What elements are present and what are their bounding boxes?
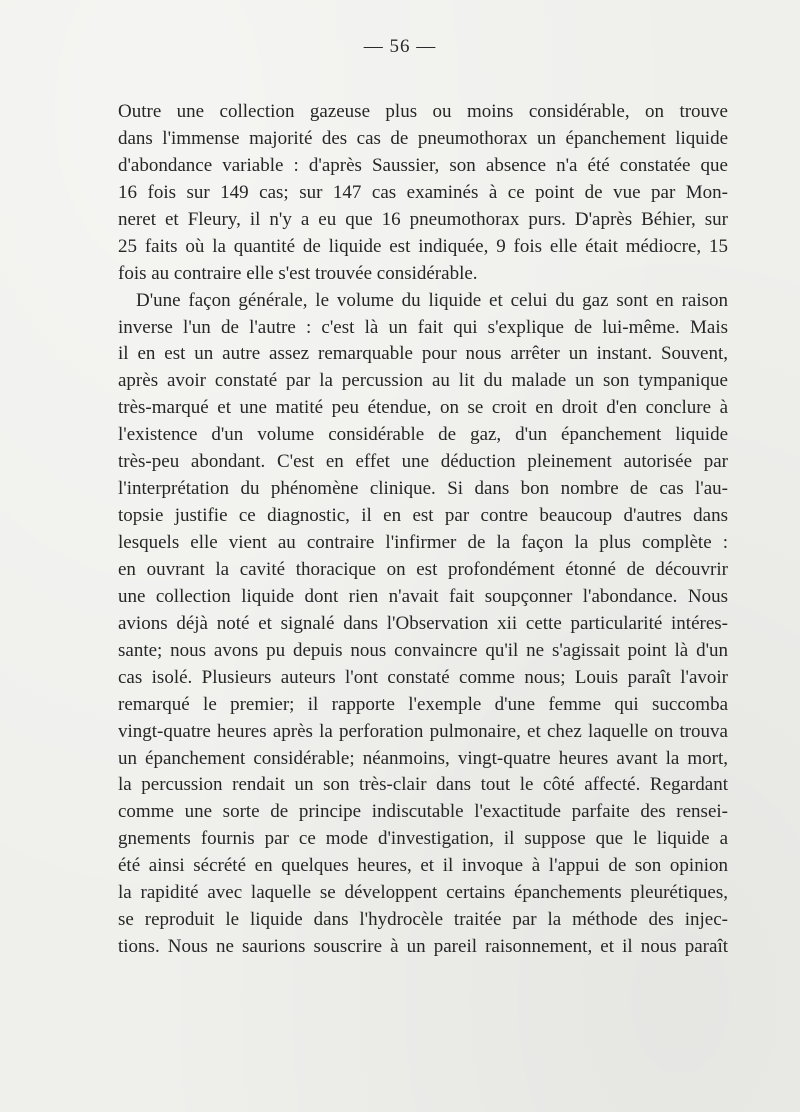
text-line: 25 faits où la quantité de liquide est indiquée, 9 fois elle était médiocre, 15: [118, 235, 728, 257]
text-line: une collection liquide dont rien n'avait fait soupçonner l'abondance. Nous: [118, 585, 728, 607]
text-line: il en est un autre assez remarquable pour nous arrêter un instant. Souvent,: [118, 343, 728, 365]
text-line: inverse l'un de l'autre : c'est là un fait qui s'explique de lui-même. Mais: [118, 316, 728, 338]
text-line: cas isolé. Plusieurs auteurs l'ont constaté comme nous; Louis paraît l'avoir: [118, 666, 728, 688]
page-number: — 56 —: [363, 36, 437, 57]
text-line: la rapidité avec laquelle se développent certains épanchements pleurétiques,: [118, 882, 728, 904]
text-line: d'abondance variable : d'après Saussier, son absence n'a été constatée que: [118, 154, 728, 176]
body-text: [118, 99, 728, 961]
text-line: un épanchement considérable; néanmoins, vingt-quatre heures avant la mort,: [118, 747, 728, 769]
text-line: en ouvrant la cavité thoracique on est profondément étonné de découvrir: [118, 558, 728, 580]
text-line: très-peu abondant. C'est en effet une déduction pleinement autorisée par: [118, 451, 728, 473]
text-line: très-marqué et une matité peu étendue, on se croit en droit d'en conclure à: [118, 397, 728, 419]
text-line: comme une sorte de principe indiscutable l'exactitude parfaite des rensei-: [118, 801, 728, 823]
text-line: dans l'immense majorité des cas de pneumothorax un épanchement liquide: [118, 127, 728, 149]
text-line: la percussion rendait un son très-clair dans tout le côté affecté. Regardant: [118, 774, 728, 796]
text-line: vingt-quatre heures après la perforation pulmonaire, et chez laquelle on trouva: [118, 720, 728, 742]
text-line: sante; nous avons pu depuis nous convaincre qu'il ne s'agissait point là d'un: [118, 639, 728, 661]
text-line: remarqué le premier; il rapporte l'exemple d'une femme qui succomba: [118, 693, 728, 715]
text-line: été ainsi sécrété en quelques heures, et il invoque à l'appui de son opinion: [118, 855, 728, 877]
text-line: 16 fois sur 149 cas; sur 147 cas examinés à ce point de vue par Mon-: [118, 181, 728, 203]
text-line: Outre une collection gazeuse plus ou moins considérable, on trouve: [118, 101, 728, 122]
text-line: après avoir constaté par la percussion au lit du malade un son tympanique: [118, 370, 728, 392]
text-line: tions. Nous ne saurions souscrire à un pareil raisonnement, et il nous paraît: [118, 936, 728, 958]
text-line: lesquels elle vient au contraire l'infirmer de la façon la plus complète :: [118, 532, 728, 553]
text-line: se reproduit le liquide dans l'hydrocèle traitée par la méthode des injec-: [118, 909, 728, 931]
text-line: avions déjà noté et signalé dans l'Observation xii cette particularité intéres-: [118, 612, 728, 634]
text-line: gnements fournis par ce mode d'investigation, il suppose que le liquide a: [118, 828, 728, 850]
text-line: fois au contraire elle s'est trouvée considérable.: [118, 262, 478, 284]
text-line: l'interprétation du phénomène clinique. Si dans bon nombre de cas l'au-: [118, 478, 728, 500]
text-line: D'une façon générale, le volume du liquide et celui du gaz sont en raison: [136, 289, 728, 311]
text-line: topsie justifie ce diagnostic, il en est par contre beaucoup d'autres dans: [118, 505, 728, 527]
text-line: l'existence d'un volume considérable de gaz, d'un épanchement liquide: [118, 424, 728, 446]
text-line: neret et Fleury, il n'y a eu que 16 pneumothorax purs. D'après Béhier, sur: [118, 208, 728, 230]
